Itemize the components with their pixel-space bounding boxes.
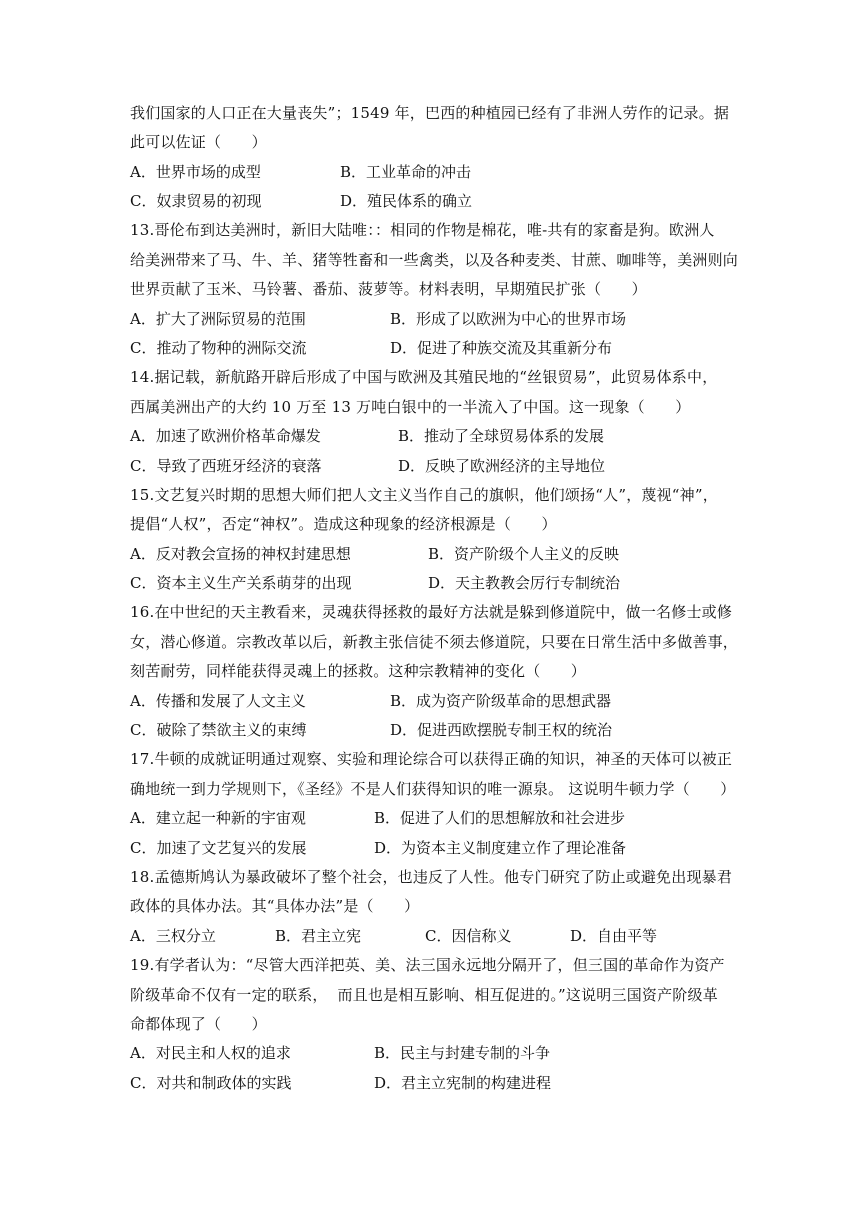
q18-stem-line-2: 政体的具体办法。其“具体办法”是（ ） bbox=[130, 897, 420, 915]
q15-option-b: B．资产阶级个人主义的反映 bbox=[428, 545, 620, 563]
q19-stem-line-1: 19.有学者认为：“尽管大西洋把英、美、法三国永远地分隔开了，但三国的革命作为资产 bbox=[130, 956, 725, 974]
q12-stem-line-1: 我们国家的人口正在大量丧失”；1549 年，巴西的种植园已经有了非洲人劳作的记录。据 bbox=[130, 104, 730, 122]
q12-option-c: C．奴隶贸易的初现 bbox=[130, 192, 262, 210]
q19-option-b: B．民主与封建专制的斗争 bbox=[374, 1044, 551, 1062]
q13-option-a: A．扩大了洲际贸易的范围 bbox=[130, 310, 306, 328]
q16-option-a: A．传播和发展了人文主义 bbox=[130, 692, 306, 710]
q16-option-c: C．破除了禁欲主义的束缚 bbox=[130, 721, 307, 739]
q13-option-c: C．推动了物种的洲际交流 bbox=[130, 339, 307, 357]
q13-option-b: B．形成了以欧洲为中心的世界市场 bbox=[390, 310, 627, 328]
q16-stem-line-1: 16.在中世纪的天主教看来，灵魂获得拯救的最好方法就是躲到修道院中，做一名修士或修 bbox=[130, 603, 733, 621]
q16-option-b: B．成为资产阶级革命的思想武器 bbox=[390, 692, 612, 710]
q12-stem-line-2: 此可以佐证（ ） bbox=[130, 133, 267, 151]
q13-option-d: D．促进了种族交流及其重新分布 bbox=[390, 339, 613, 357]
q12-option-a: A．世界市场的成型 bbox=[130, 163, 261, 181]
q15-option-a: A．反对教会宣扬的神权封建思想 bbox=[130, 545, 351, 563]
q19-stem-line-3: 命都体现了（ ） bbox=[130, 1015, 267, 1033]
q19-stem-line-2: 阶级革命不仅有一定的联系， 而且也是相互影响、相互促进的。”这说明三国资产阶级革 bbox=[130, 986, 718, 1004]
q19-option-d: D．君主立宪制的构建进程 bbox=[374, 1074, 552, 1092]
q17-option-d: D．为资本主义制度建立作了理论准备 bbox=[374, 839, 627, 857]
q17-option-c: C．加速了文艺复兴的发展 bbox=[130, 839, 307, 857]
q12-option-b: B．工业革命的冲击 bbox=[340, 163, 472, 181]
q15-stem-line-2: 提倡“人权”，否定“神权”。造成这种现象的经济根源是（ ） bbox=[130, 515, 557, 533]
q14-option-c: C．导致了西班牙经济的衰落 bbox=[130, 457, 322, 475]
q14-option-b: B．推动了全球贸易体系的发展 bbox=[398, 427, 605, 445]
q13-stem-line-1: 13.哥伦布到达美洲时，新旧大陆唯：：相同的作物是棉花，唯-共有的家畜是狗。欧洲人 bbox=[130, 221, 715, 239]
q15-option-c: C．资本主义生产关系萌芽的出现 bbox=[130, 574, 352, 592]
q16-option-d: D．促进西欧摆脱专制王权的统治 bbox=[390, 721, 613, 739]
q12-option-d: D．殖民体系的确立 bbox=[340, 192, 473, 210]
q13-stem-line-2: 给美洲带来了马、牛、羊、猪等牲畜和一些禽类，以及各种麦类、甘蔗、咖啡等，美洲则向 bbox=[130, 251, 739, 269]
q16-stem-line-3: 刻苦耐劳，同样能获得灵魂上的拯救。这种宗教精神的变化（ ） bbox=[130, 662, 587, 680]
q14-stem-line-1: 14.据记载，新航路开辟后形成了中国与欧洲及其殖民地的“丝银贸易”，此贸易体系中， bbox=[130, 368, 718, 386]
q14-option-a: A．加速了欧洲价格革命爆发 bbox=[130, 427, 321, 445]
q18-option-c: C．因信称义 bbox=[425, 927, 512, 945]
q14-option-d: D．反映了欧洲经济的主导地位 bbox=[398, 457, 606, 475]
q16-stem-line-2: 女，潜心修道。宗教改革以后，新教主张信徒不须去修道院，只要在日常生活中多做善事， bbox=[130, 633, 739, 651]
q17-option-b: B．促进了人们的思想解放和社会进步 bbox=[374, 809, 626, 827]
q18-stem-line-1: 18.孟德斯鸠认为暴政破坏了整个社会，也违反了人性。他专门研究了防止或避免出现暴君 bbox=[130, 868, 733, 886]
q18-option-d: D．自由平等 bbox=[570, 927, 658, 945]
q17-option-a: A．建立起一种新的宇宙观 bbox=[130, 809, 306, 827]
q18-option-a: A．三权分立 bbox=[130, 927, 216, 945]
q19-option-a: A．对民主和人权的追求 bbox=[130, 1044, 291, 1062]
q15-option-d: D．天主教教会厉行专制统治 bbox=[428, 574, 621, 592]
q15-stem-line-1: 15.文艺复兴时期的思想大师们把人文主义当作自己的旗帜，他们颂扬“人”，蔑视“神”， bbox=[130, 486, 718, 504]
q17-stem-line-1: 17.牛顿的成就证明通过观察、实验和理论综合可以获得正确的知识，神圣的天体可以被正 bbox=[130, 750, 733, 768]
q17-stem-line-2: 确地统一到力学规则下，《圣经》不是人们获得知识的唯一源泉。 这说明牛顿力学（ ） bbox=[130, 780, 736, 798]
q14-stem-line-2: 西属美洲出产的大约 10 万至 13 万吨白银中的一半流入了中国。这一现象（ ） bbox=[130, 398, 691, 416]
q19-option-c: C．对共和制政体的实践 bbox=[130, 1074, 292, 1092]
q13-stem-line-3: 世界贡献了玉米、马铃薯、番茄、菠萝等。材料表明，早期殖民扩张（ ） bbox=[130, 280, 647, 298]
q18-option-b: B．君主立宪 bbox=[275, 927, 362, 945]
